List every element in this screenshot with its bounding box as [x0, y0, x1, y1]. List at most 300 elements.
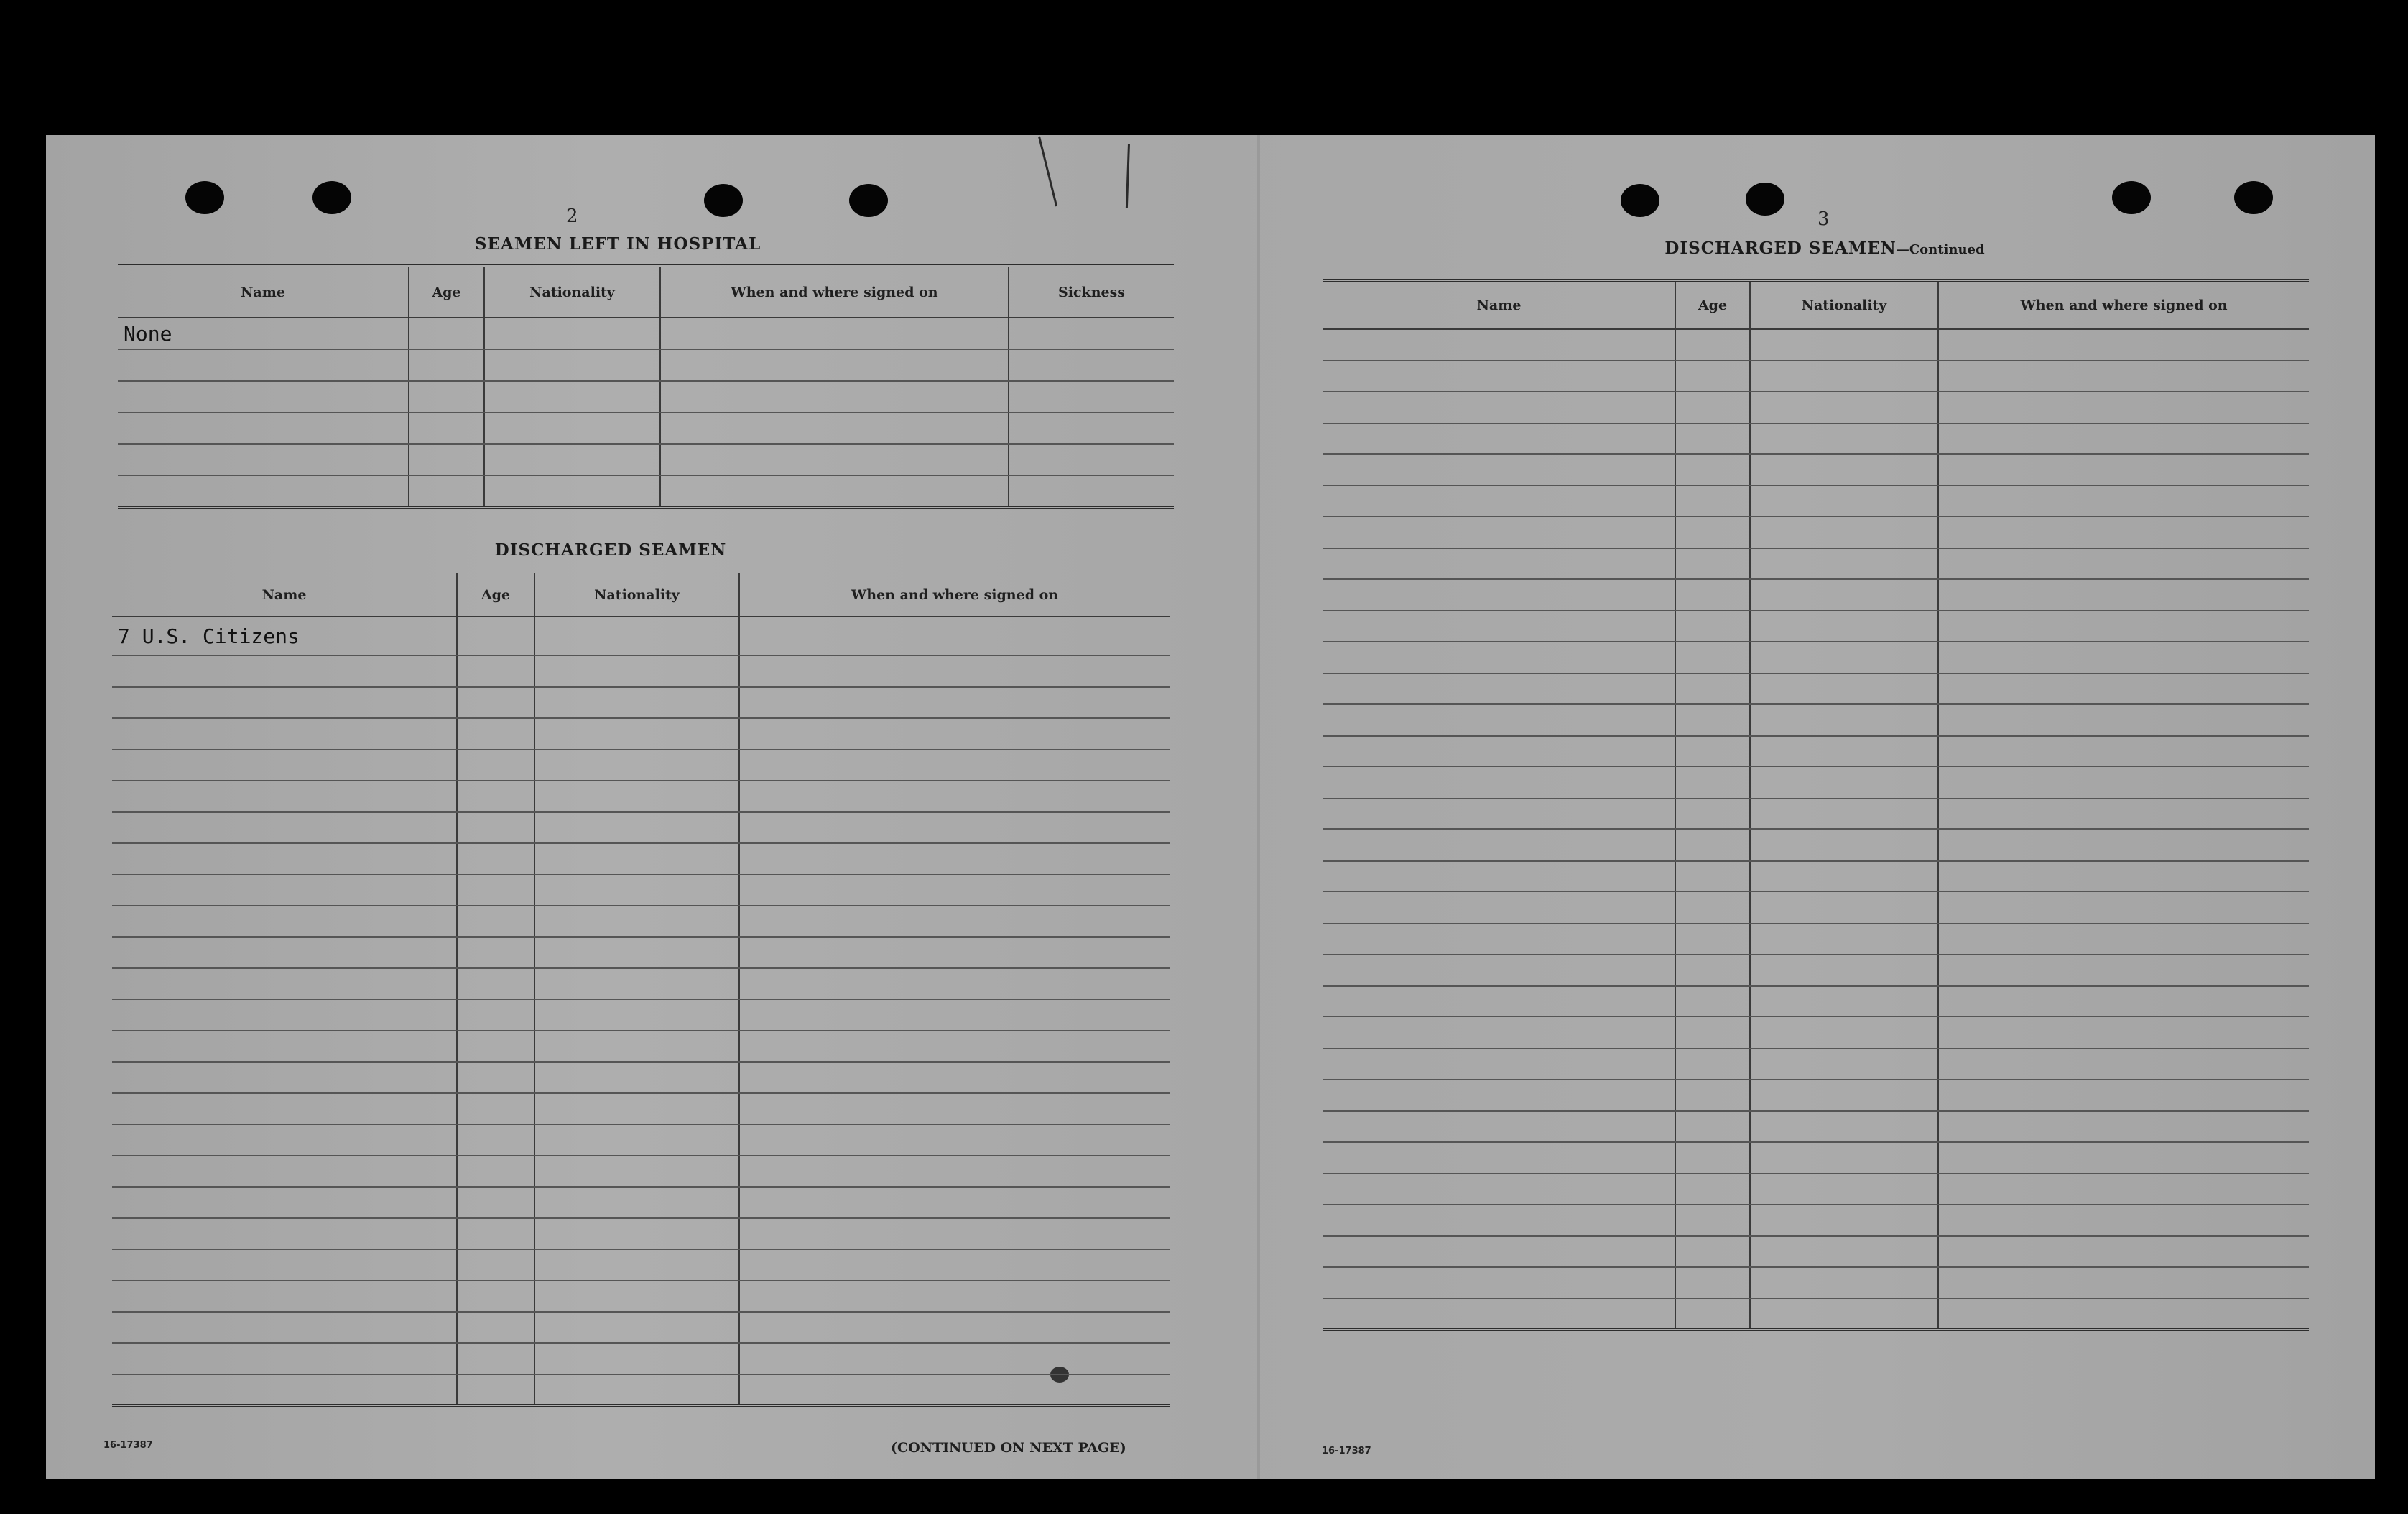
table-cell [1323, 1079, 1675, 1111]
table-cell [457, 718, 534, 749]
table-cell [1750, 1204, 1938, 1236]
table-row [112, 1343, 1170, 1375]
hospital-section-title: SEAMEN LEFT IN HOSPITAL [474, 234, 761, 254]
table-row [112, 937, 1170, 969]
table-cell [534, 905, 739, 937]
table-cell [1323, 923, 1675, 955]
table-row [112, 718, 1170, 749]
table-cell [1323, 1236, 1675, 1268]
table-cell [1750, 329, 1938, 361]
table-row [112, 1030, 1170, 1062]
table-cell [457, 617, 534, 655]
table-row [112, 843, 1170, 874]
table-cell [534, 843, 739, 874]
table-cell [457, 874, 534, 906]
table-cell [1323, 517, 1675, 548]
table-cell [112, 780, 457, 812]
table-cell [1323, 1267, 1675, 1298]
col-header-signed-on: When and where signed on [739, 572, 1170, 617]
table-cell [1009, 444, 1174, 476]
table-cell [1750, 579, 1938, 611]
form-number-left: 16-17387 [103, 1440, 153, 1451]
table-cell [112, 1312, 457, 1344]
table-row [118, 444, 1174, 476]
table-cell [112, 1280, 457, 1312]
table-cell [1323, 642, 1675, 673]
table-row [1323, 892, 2309, 923]
table-row [1323, 423, 2309, 455]
table-cell [112, 937, 457, 969]
table-row [1323, 1111, 2309, 1143]
table-cell [1750, 923, 1938, 955]
table-cell [1750, 954, 1938, 986]
table-cell [534, 1218, 739, 1250]
table-cell [457, 687, 534, 719]
table-cell [1675, 1048, 1750, 1080]
table-cell [1675, 986, 1750, 1017]
table-cell [484, 444, 660, 476]
table-row [1323, 361, 2309, 392]
table-cell [457, 1125, 534, 1156]
table-cell [1750, 1267, 1938, 1298]
table-cell [112, 843, 457, 874]
table-cell [1750, 517, 1938, 548]
table-cell [484, 476, 660, 507]
table-cell [1938, 673, 2309, 705]
table-cell [1675, 923, 1750, 955]
table-cell [739, 843, 1170, 874]
table-cell [534, 968, 739, 1000]
table-cell [534, 1125, 739, 1156]
table-cell [1323, 861, 1675, 892]
table-row [1323, 986, 2309, 1017]
table-cell [1675, 1204, 1750, 1236]
table-cell [534, 1093, 739, 1125]
table-cell [739, 780, 1170, 812]
table-cell [1938, 767, 2309, 798]
table-cell [1750, 1236, 1938, 1268]
table-cell [409, 476, 484, 507]
table-cell [1675, 954, 1750, 986]
table-cell [739, 812, 1170, 844]
table-cell [457, 1093, 534, 1125]
table-cell [1938, 1017, 2309, 1048]
table-cell [1323, 1111, 1675, 1143]
table-cell [112, 1125, 457, 1156]
table-cell [112, 905, 457, 937]
table-cell [1938, 923, 2309, 955]
table-cell [112, 1250, 457, 1281]
table-cell [1323, 1298, 1675, 1330]
table-cell [1323, 486, 1675, 517]
table-cell [457, 1250, 534, 1281]
table-cell [1750, 1298, 1938, 1330]
table-cell [1938, 423, 2309, 455]
table-cell [1009, 349, 1174, 381]
table-cell [739, 1000, 1170, 1031]
table-row [118, 318, 1174, 349]
table-row [1323, 548, 2309, 580]
table-cell [118, 444, 409, 476]
table-cell [1675, 486, 1750, 517]
table-row [118, 349, 1174, 381]
punch-hole [1621, 184, 1659, 217]
table-cell [534, 780, 739, 812]
table-row [1323, 1079, 2309, 1111]
table-row [1323, 392, 2309, 423]
table-cell [739, 1250, 1170, 1281]
table-cell [457, 843, 534, 874]
table-cell [484, 381, 660, 412]
table-cell [484, 412, 660, 444]
table-row [112, 655, 1170, 687]
table-cell [112, 1000, 457, 1031]
table-cell [1675, 673, 1750, 705]
table-cell [1675, 454, 1750, 486]
table-cell [112, 1155, 457, 1187]
table-cell [1750, 361, 1938, 392]
table-cell [409, 349, 484, 381]
table-cell [118, 412, 409, 444]
table-cell [534, 937, 739, 969]
table-row [1323, 486, 2309, 517]
table-row [112, 1155, 1170, 1187]
table-cell [457, 1375, 534, 1406]
table-cell [739, 718, 1170, 749]
table-cell [1323, 798, 1675, 830]
table-cell [739, 687, 1170, 719]
table-cell [1323, 454, 1675, 486]
table-cell [1750, 986, 1938, 1017]
table-cell [1750, 454, 1938, 486]
table-cell [112, 687, 457, 719]
table-cell [1675, 579, 1750, 611]
table-row [112, 1093, 1170, 1125]
table-cell [457, 812, 534, 844]
table-row [1323, 517, 2309, 548]
continued-suffix: —Continued [1896, 242, 1985, 257]
table-row [1323, 1298, 2309, 1330]
table-row [112, 1312, 1170, 1344]
table-cell [739, 1375, 1170, 1406]
discharged-table [112, 571, 1170, 1407]
table-row [1323, 1204, 2309, 1236]
table-cell [1750, 1079, 1938, 1111]
table-row [112, 905, 1170, 937]
table-cell [534, 1312, 739, 1344]
table-cell: 7 U.S. Citizens [112, 617, 457, 655]
table-row [1323, 1017, 2309, 1048]
table-row [112, 617, 1170, 655]
table-cell [534, 1280, 739, 1312]
table-cell [457, 1155, 534, 1187]
table-cell [1938, 579, 2309, 611]
table-cell [739, 937, 1170, 969]
continued-note: (CONTINUED ON NEXT PAGE) [891, 1440, 1126, 1456]
table-cell [112, 1030, 457, 1062]
table-cell [1323, 579, 1675, 611]
table-cell [1938, 1048, 2309, 1080]
punch-hole [312, 181, 351, 214]
table-cell [457, 937, 534, 969]
table-row [1323, 611, 2309, 642]
table-cell [457, 1218, 534, 1250]
table-cell [1323, 548, 1675, 580]
table-cell [1675, 829, 1750, 861]
table-cell [112, 874, 457, 906]
table-cell [1323, 611, 1675, 642]
table-cell [739, 1187, 1170, 1219]
table-cell [1938, 1111, 2309, 1143]
table-row [1323, 798, 2309, 830]
table-cell [660, 381, 1009, 412]
table-cell [1938, 892, 2309, 923]
table-row [112, 780, 1170, 812]
table-cell [112, 655, 457, 687]
table-cell [1938, 517, 2309, 548]
table-cell [1938, 392, 2309, 423]
table-cell [739, 1343, 1170, 1375]
table-cell [1009, 476, 1174, 507]
col-header-nationality: Nationality [534, 572, 739, 617]
table-cell [534, 1030, 739, 1062]
table-cell [739, 1218, 1170, 1250]
table-cell [534, 749, 739, 781]
table-cell [1323, 392, 1675, 423]
table-cell [1323, 329, 1675, 361]
table-cell [457, 905, 534, 937]
table-cell [112, 1343, 457, 1375]
table-row [1323, 861, 2309, 892]
table-cell [1675, 704, 1750, 736]
table-row [1323, 736, 2309, 767]
table-cell [457, 1187, 534, 1219]
table-cell [660, 412, 1009, 444]
table-cell [534, 687, 739, 719]
table-cell [1750, 1048, 1938, 1080]
table-cell [457, 1000, 534, 1031]
table-cell [534, 718, 739, 749]
table-cell [739, 968, 1170, 1000]
table-cell [1938, 1298, 2309, 1330]
table-cell [534, 1062, 739, 1094]
table-cell [534, 655, 739, 687]
table-cell [112, 968, 457, 1000]
table-cell [1938, 486, 2309, 517]
table-row [112, 1375, 1170, 1406]
table-cell [739, 1312, 1170, 1344]
table-cell [534, 1155, 739, 1187]
punch-hole [2112, 181, 2151, 214]
table-row [1323, 454, 2309, 486]
col-header-nationality: Nationality [484, 266, 660, 318]
table-row [112, 1062, 1170, 1094]
table-cell [457, 1312, 534, 1344]
punch-hole [849, 184, 888, 217]
table-cell [1323, 704, 1675, 736]
table-cell [484, 349, 660, 381]
table-cell [112, 1093, 457, 1125]
table-cell [739, 1030, 1170, 1062]
table-cell [739, 655, 1170, 687]
discharged-section-title: DISCHARGED SEAMEN [494, 540, 727, 560]
table-row [1323, 1173, 2309, 1205]
hospital-table [118, 264, 1174, 509]
table-cell [1675, 517, 1750, 548]
table-cell [1323, 986, 1675, 1017]
table-cell [739, 749, 1170, 781]
table-cell [1009, 381, 1174, 412]
table-cell [1323, 892, 1675, 923]
table-cell [1675, 548, 1750, 580]
table-cell [112, 718, 457, 749]
table-cell [1675, 1111, 1750, 1143]
table-cell [1750, 423, 1938, 455]
table-cell [739, 905, 1170, 937]
table-cell [1938, 548, 2309, 580]
table-cell [1750, 673, 1938, 705]
page-number-left: 2 [566, 206, 578, 227]
table-cell [534, 617, 739, 655]
table-row [118, 476, 1174, 507]
table-cell [660, 476, 1009, 507]
table-cell [1675, 1017, 1750, 1048]
table-cell [1750, 704, 1938, 736]
table-cell [1675, 611, 1750, 642]
col-header-name: Name [112, 572, 457, 617]
col-header-name: Name [118, 266, 409, 318]
table-row [118, 412, 1174, 444]
table-cell [1675, 1173, 1750, 1205]
table-cell [534, 1343, 739, 1375]
table-row [112, 1187, 1170, 1219]
table-cell [1938, 611, 2309, 642]
table-cell [112, 1375, 457, 1406]
table-row [112, 1280, 1170, 1312]
table-cell [1323, 1173, 1675, 1205]
table-cell [409, 318, 484, 349]
table-cell [534, 1250, 739, 1281]
table-cell [1323, 673, 1675, 705]
form-number-right: 16-17387 [1322, 1446, 1371, 1457]
table-cell [1938, 1236, 2309, 1268]
table-cell [1750, 1142, 1938, 1173]
table-cell [1323, 1204, 1675, 1236]
table-cell [739, 617, 1170, 655]
table-cell [1938, 1204, 2309, 1236]
table-cell [739, 1093, 1170, 1125]
table-cell [1750, 861, 1938, 892]
table-cell [1323, 1048, 1675, 1080]
table-cell [1675, 861, 1750, 892]
table-cell [1009, 318, 1174, 349]
table-cell [1675, 736, 1750, 767]
table-cell [1675, 892, 1750, 923]
table-cell [534, 874, 739, 906]
table-cell [1675, 798, 1750, 830]
table-row [112, 749, 1170, 781]
punch-hole [185, 181, 224, 214]
table-cell [1750, 548, 1938, 580]
table-cell [457, 655, 534, 687]
table-cell [660, 349, 1009, 381]
table-cell [1675, 423, 1750, 455]
center-fold [1257, 135, 1260, 1479]
table-cell [1675, 1236, 1750, 1268]
table-cell [1323, 1017, 1675, 1048]
table-cell [1938, 829, 2309, 861]
table-cell [1675, 329, 1750, 361]
table-cell [1938, 1142, 2309, 1173]
table-row [1323, 1142, 2309, 1173]
table-cell [1750, 1173, 1938, 1205]
table-cell [118, 476, 409, 507]
table-cell [1938, 736, 2309, 767]
table-cell [1750, 767, 1938, 798]
table-cell [1750, 798, 1938, 830]
table-row [1323, 579, 2309, 611]
table-cell [457, 968, 534, 1000]
table-cell [1938, 642, 2309, 673]
table-cell [118, 349, 409, 381]
table-cell [112, 812, 457, 844]
table-cell [660, 444, 1009, 476]
table-row [112, 1000, 1170, 1031]
table-cell [1323, 829, 1675, 861]
col-header-sickness: Sickness [1009, 266, 1174, 318]
table-cell [1750, 611, 1938, 642]
table-cell [457, 1062, 534, 1094]
punch-hole [2234, 181, 2273, 214]
table-cell [1938, 361, 2309, 392]
col-header-signed-on: When and where signed on [1938, 280, 2309, 329]
table-row [1323, 329, 2309, 361]
table-cell [1750, 1111, 1938, 1143]
table-cell [1938, 861, 2309, 892]
table-cell [1938, 954, 2309, 986]
col-header-age: Age [1675, 280, 1750, 329]
table-cell [1750, 1017, 1938, 1048]
col-header-signed-on: When and where signed on [660, 266, 1009, 318]
table-cell [1750, 736, 1938, 767]
table-cell [1675, 642, 1750, 673]
table-row [1323, 1267, 2309, 1298]
table-cell [1675, 1142, 1750, 1173]
table-cell [739, 1125, 1170, 1156]
punch-hole [1746, 183, 1784, 216]
table-cell [1938, 1173, 2309, 1205]
table-row [1323, 642, 2309, 673]
table-cell [660, 318, 1009, 349]
table-cell [739, 1155, 1170, 1187]
table-cell [1675, 1298, 1750, 1330]
table-row [1323, 1048, 2309, 1080]
table-cell [1675, 767, 1750, 798]
table-cell [409, 412, 484, 444]
table-row [1323, 767, 2309, 798]
table-row [1323, 923, 2309, 955]
table-cell [739, 1062, 1170, 1094]
table-cell [112, 1218, 457, 1250]
page-number-right: 3 [1817, 208, 1830, 230]
table-cell [112, 1062, 457, 1094]
discharged-continued-title [1595, 239, 2055, 258]
table-cell [1323, 423, 1675, 455]
table-row [1323, 1236, 2309, 1268]
table-cell [1323, 361, 1675, 392]
table-cell [1938, 1267, 2309, 1298]
table-row [112, 812, 1170, 844]
